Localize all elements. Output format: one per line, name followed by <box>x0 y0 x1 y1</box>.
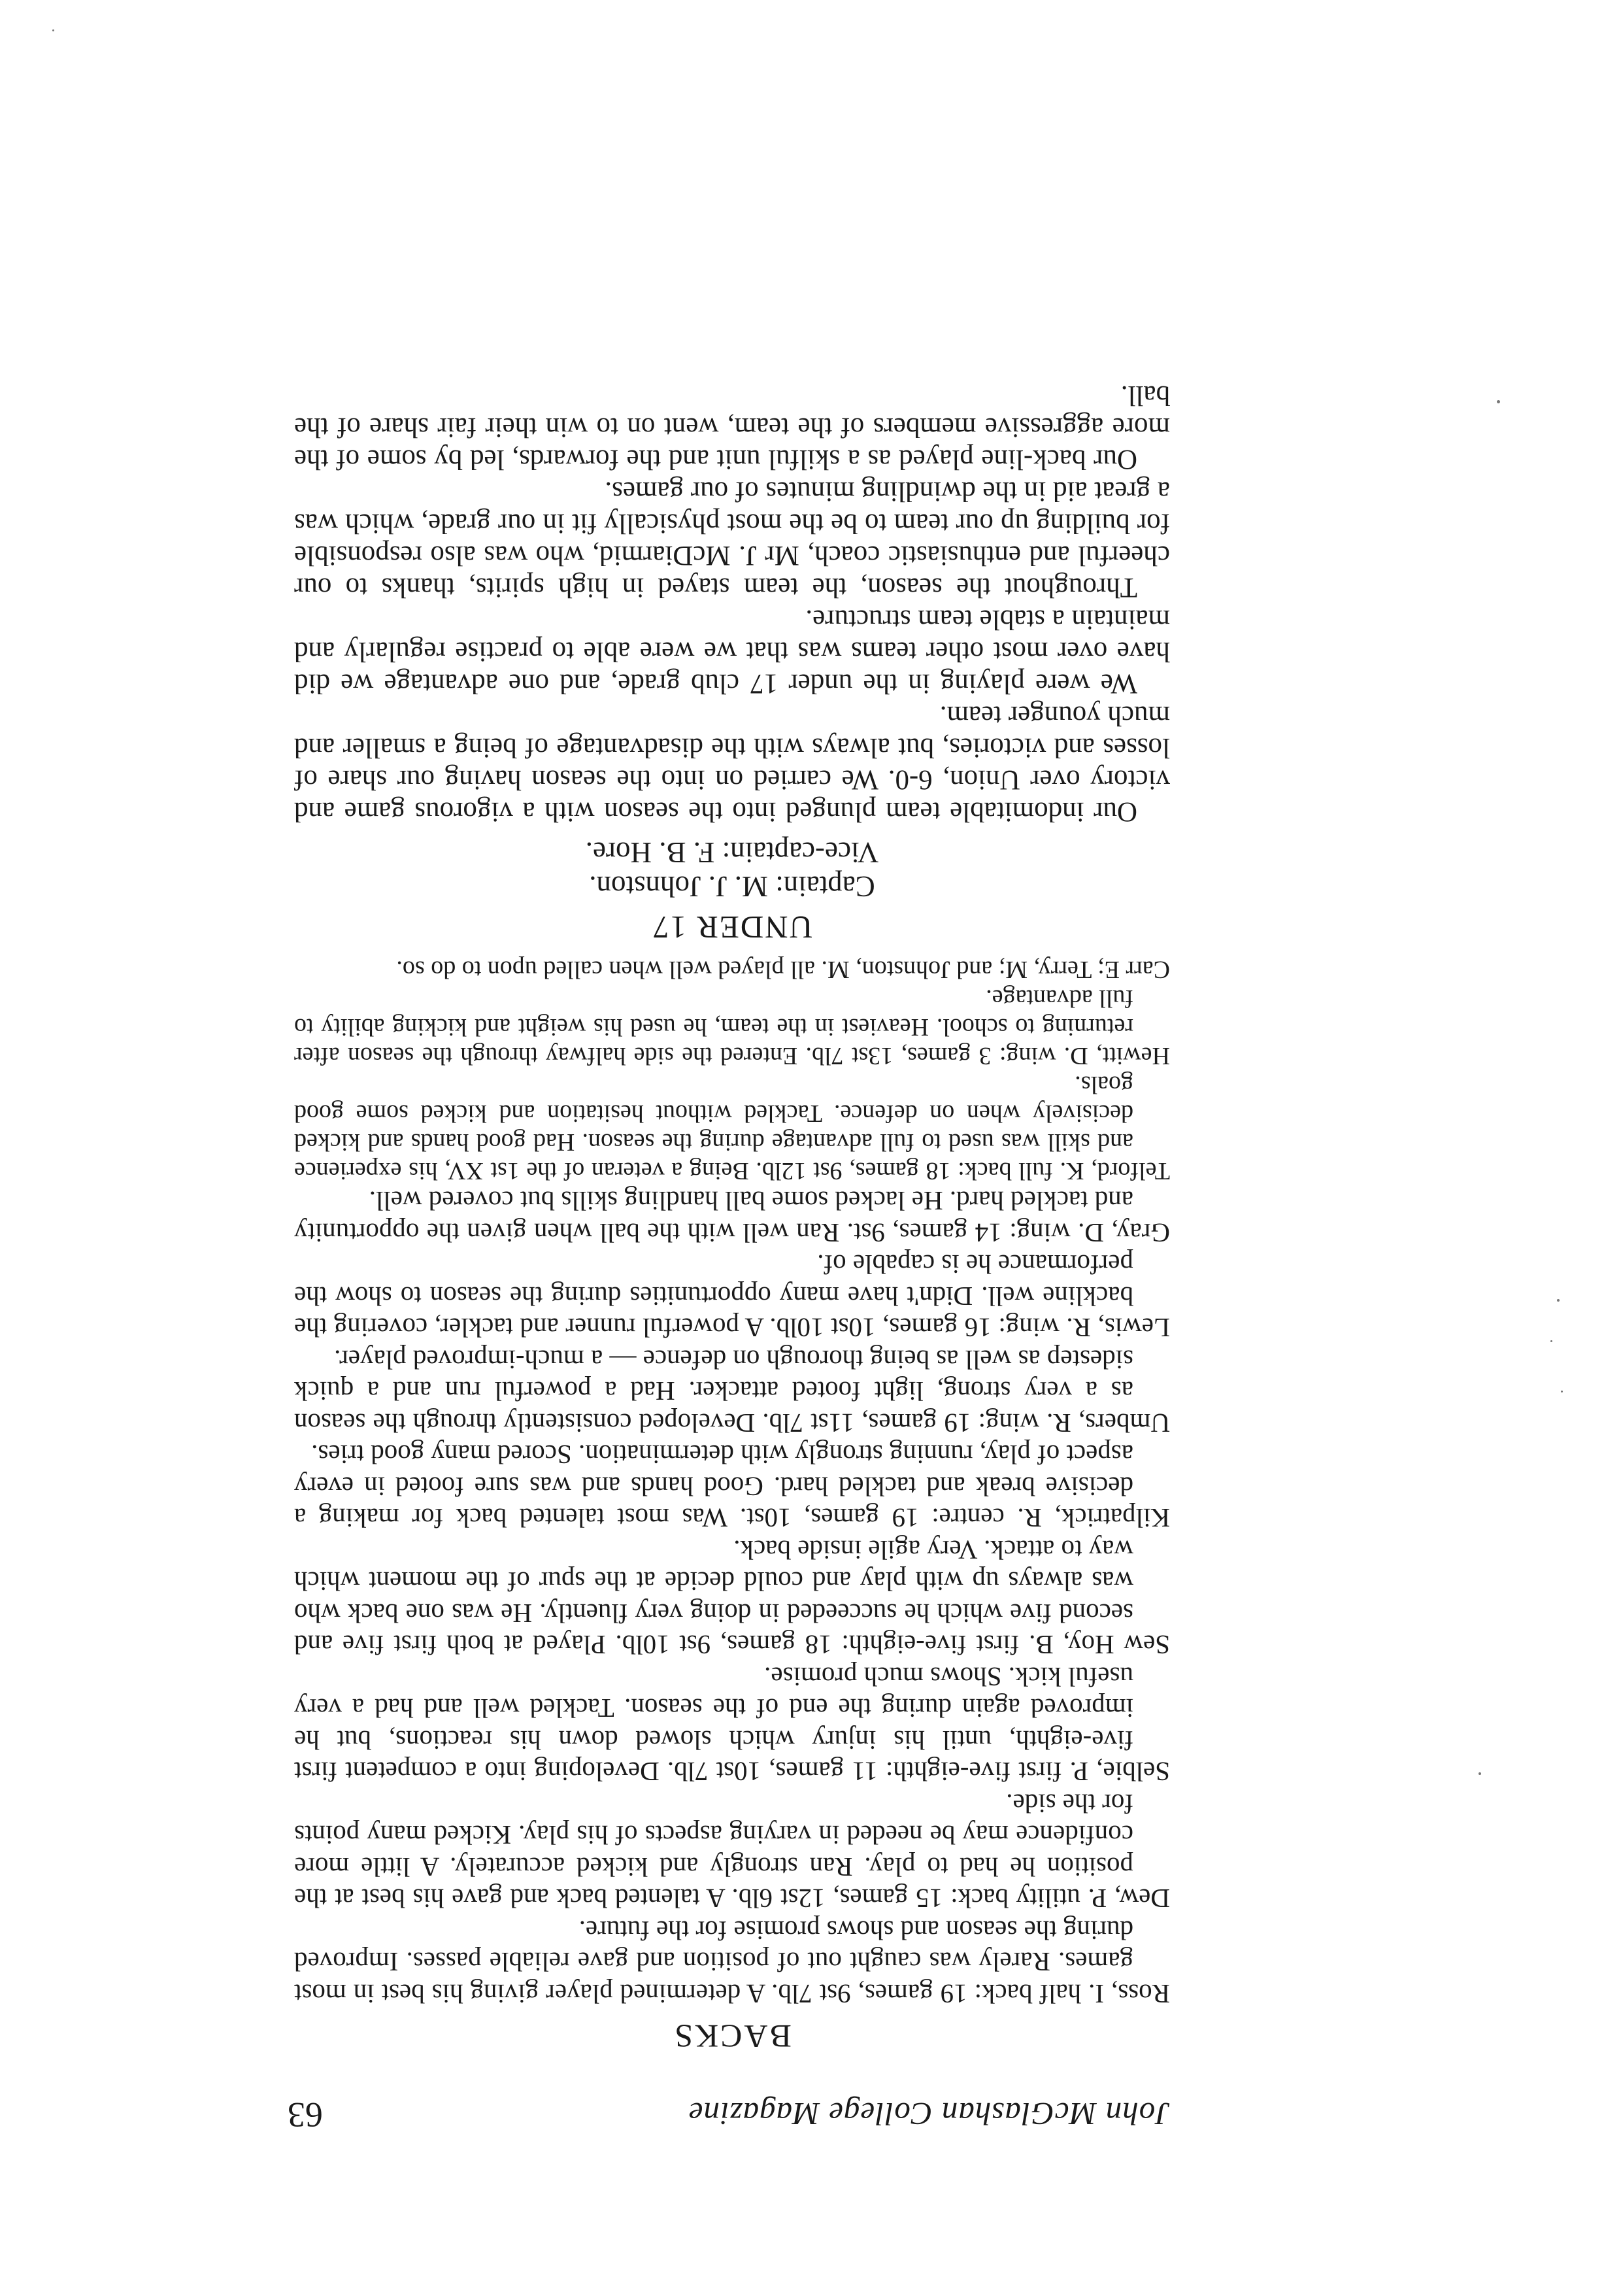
report-paragraph: Our back-line played as a skilful unit and the forwards, led by some of the more aggressive members of the team, went on to win their fair share of the ball. <box>294 380 1170 475</box>
player-entry-kilpatrick: Kilpatrick, R. centre: 19 games, 10st. Was most talented back for making a decisive break and tackled hard. Good hands and was sure footed in every aspect of play, running strongly with determination. Scored many good tries. <box>294 1440 1170 1534</box>
player-entry-sew-hoy: Sew Hoy, B. first five-eighth: 18 games, 9st 10lb. Played at both first five and second five which he succeeded in doing very fluently. He was one back who was always up with play and could decide at the spur of the moment which way to attack. Very agile inside back. <box>294 1535 1170 1661</box>
player-entry-telford: Telford, K. full back: 18 games, 9st 12lb. Being a veteran of the 1st XV, his experience and skill was used to full advantage during the season. Had good hands and kicked decisively when on defence. Tackled without hesitation and kicked some good goals. <box>294 1071 1170 1185</box>
journal-title: John McGlashan College Magazine <box>688 2096 1170 2132</box>
scan-speck <box>1497 400 1500 403</box>
captain-line: Captain: M. J. Johnston. <box>589 870 875 903</box>
player-entry-hewitt: Hewitt, D. wing: 3 games, 13st 7lb. Entered the side halfway through the season after returning to school. Heaviest in the team, he used his weight and kicking ability to full advantage. <box>294 985 1170 1070</box>
player-entry-ross: Ross, I. half back: 19 games, 9st 7lb. A determined player giving his best in most games. Rarely was caught out of position and gave reliable passes. Improved during the season and shows promise for the future. <box>294 1916 1170 2009</box>
scan-speck <box>1561 1391 1563 1393</box>
under17-heading: UNDER 17 <box>651 909 813 945</box>
player-entry-selbie: Selbie, P. first five-eighth: 11 games, 10st 7lb. Developing into a competent first five-eighth, until his injury which slowed down his reactions, but he improved again during the end of the season. Tackled well and had a very useful kick. Shows much promise. <box>294 1662 1170 1787</box>
player-entry-others: Carr E; Terry, M; and Johnston, M. all played well when called upon to do so. <box>396 956 1170 983</box>
scan-speck <box>1550 1340 1552 1342</box>
scan-speck <box>1557 1299 1560 1302</box>
vice-captain-line: Vice-captain: F. B. Hore. <box>585 836 879 869</box>
scan-speck <box>52 29 54 31</box>
report-paragraph: We were playing in the under 17 club grade, and one advantage we did have over most other teams was that we were able to practise regularly and maintain a stable team structure. <box>294 604 1170 699</box>
player-entry-gray: Gray, D. wing: 14 games, 9st. Ran well with the ball when given the opportunity and tackled hard. He lacked some ball handling skills but covered well. <box>294 1186 1170 1248</box>
backs-heading: BACKS <box>673 2018 792 2055</box>
under17-report <box>294 379 1170 828</box>
scan-speck <box>1479 1772 1481 1775</box>
backs-entries <box>294 955 1170 2010</box>
report-paragraph: Throughout the season, the team stayed in high spirits, thanks to our cheerful and enthusiastic coach, Mr J. McDiarmid, who was also responsible for building up our team to be the most physically fit in our grade, which was a great aid in the dwindling minutes of our games. <box>294 476 1170 603</box>
text-column <box>288 379 1170 2135</box>
page-number: 63 <box>288 2095 323 2135</box>
report-paragraph: Our indomitable team plunged into the season with a vigorous game and victory over Union, 6-0. We carried on into the season having our share of losses and victories, but always with the disadvantage of being a smaller and much younger team. <box>294 700 1170 827</box>
running-head <box>288 2080 1170 2135</box>
player-entry-dew: Dew, P. utility back: 15 games, 12st 6lb. A talented back and gave his best at the position he had to play. Ran strongly and kicked accurately. A little more confidence may be needed in varying aspects of his play. Kicked many points for the side. <box>294 1789 1170 1914</box>
player-entry-lewis: Lewis, R. wing: 16 games, 10st 10lb. A powerful runner and tackler, covering the backline well. Didn't have many opportunities during the season to show the performance he is capable of. <box>294 1249 1170 1343</box>
player-entry-umbers: Umbers, R. wing: 19 games, 11st 7lb. Developed consistently through the season as a very strong, light footed attacker. Had a powerful run and a quick sidestep as well as being thorough on defence — a much-improved player. <box>294 1345 1170 1438</box>
